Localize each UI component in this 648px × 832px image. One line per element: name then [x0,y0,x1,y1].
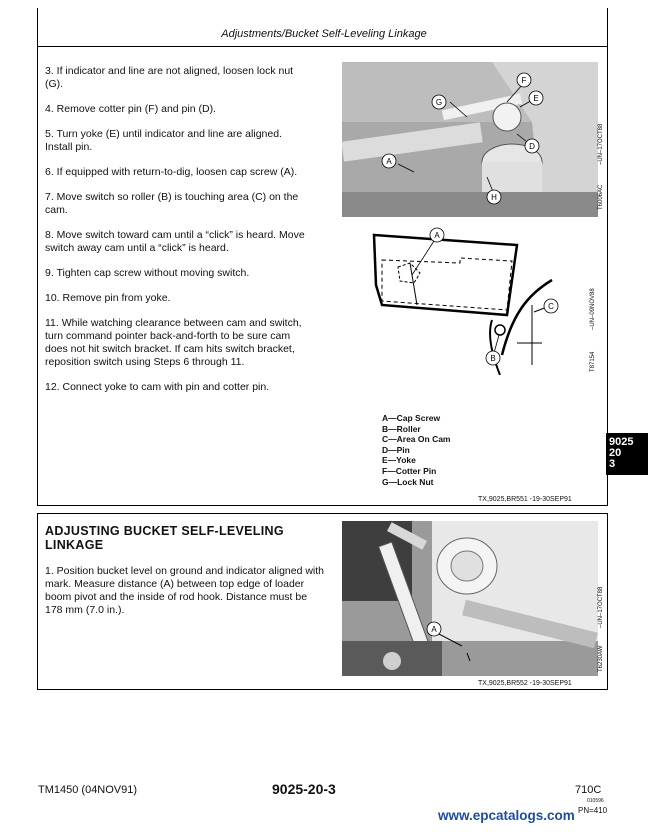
manual-id: TM1450 (04NOV91) [38,784,138,796]
legend-g: G—Lock Nut [382,476,434,487]
callout-a-label: A [386,157,392,166]
page-header-title: Adjustments/Bucket Self-Leveling Linkage [221,28,427,40]
section-tab-page: 3 [609,458,616,470]
step-11: 11. While watching clearance between cam and switch, turn command pointer back-and-forth to be sure cam does not hit switch bracket. If cam hits switch bracket, reposition switch using Steps 6 through 11. [45,317,302,368]
switch-cam-diagram [342,225,598,375]
figure2-code: T87154 [590,351,596,372]
step-5: 5. Turn yoke (E) until indicator and line are aligned. Install pin. [45,128,282,153]
diagram-callout-c-label: C [548,302,554,311]
step-10: 10. Remove pin from yoke. [45,292,171,304]
legend-a: A—Cap Screw [382,413,441,423]
page-number: 9025-20-3 [272,781,336,797]
watermark-link: www.epcatalogs.com [438,808,575,823]
section-step-1: 1. Position bucket level on ground and indicator aligned with mark. Measure distance (A) between top edge of loader boom pivot and the inside of rod hook. Distance must be 178 mm (7.0 in.). [45,565,325,616]
step-6: 6. If equipped with return-to-dig, loosen cap screw (A). [45,166,298,178]
callout-f-label: F [521,76,527,85]
step-7: 7. Move switch so roller (B) is touching area (C) on the cam. [45,191,299,216]
diagram-callout-b-label: B [490,354,496,363]
step-3: 3. If indicator and line are not aligned, loosen lock nut (G). [45,65,294,90]
legend-e: E—Yoke [382,455,416,466]
page-serial: PN=410 [578,806,608,815]
step-8: 8. Move switch toward cam until a “click” is heard. Move switch away cam until a “click” is heard. [45,229,305,254]
legend-f: F—Cotter Pin [382,465,437,476]
left-margin-line [37,8,38,46]
legend-d: D—Pin [382,444,410,455]
legend-c: C—Area On Cam [382,434,451,445]
legend-b: B—Roller [382,423,421,434]
step-9: 9. Tighten cap screw without moving switch. [45,267,250,279]
section-tab [606,433,648,475]
photo-callout-a-label: A [431,625,437,634]
section-tab-sub: 20 [609,447,622,459]
figure3-ref: –UN–17OCT88 [598,586,604,628]
step-12: 12. Connect yoke to cam with pin and cotter pin. [45,381,270,393]
callout-d-label: D [529,142,535,151]
figure2-ref: –UN–09NOV88 [590,288,596,330]
right-margin-line [607,8,608,46]
figure1-code: T6006AC [598,184,604,210]
callout-e-label: E [533,94,539,103]
figure3-code: T6230AW [598,645,604,672]
measurement-photo [342,521,598,676]
linkage-photo [342,62,598,217]
figure1-ref: –UN–17OCT88 [598,123,604,165]
callout-h-label: H [491,193,497,202]
callout-g-label: G [435,98,443,107]
reference-code-2: TX,9025,BR552 -19-30SEP91 [478,680,572,687]
callout-legend [382,413,451,487]
section-title: ADJUSTING BUCKET SELF-LEVELING LINKAGE [45,524,284,552]
section-tab-group: 9025 [609,436,634,448]
procedure-steps [45,65,325,406]
diagram-callout-a-label: A [434,231,440,240]
step-4: 4. Remove cotter pin (F) and pin (D). [45,103,216,115]
reference-code-1: TX,9025,BR551 -19-30SEP91 [478,496,572,503]
model-number: 710C [575,784,602,796]
footer-code: 010596 [587,798,604,804]
